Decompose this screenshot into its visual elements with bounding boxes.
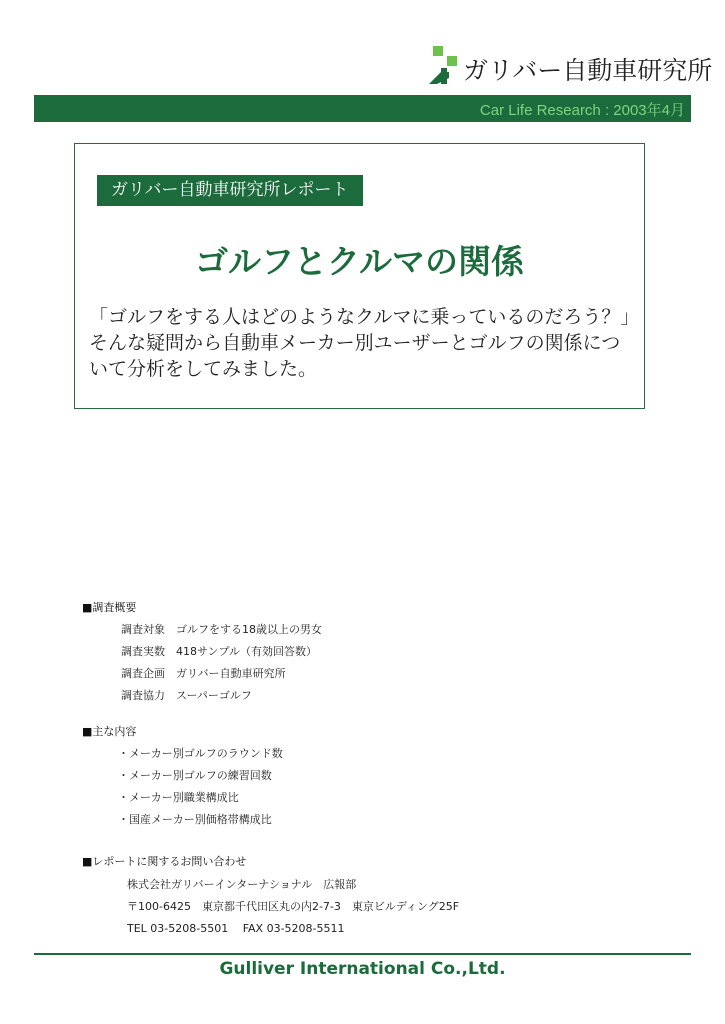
- report-label: ガリバー自動車研究所レポート: [97, 175, 363, 206]
- survey-item-key: 調査実数: [121, 645, 165, 658]
- footer-divider: [34, 953, 691, 955]
- survey-item-key: 調査協力: [121, 689, 165, 702]
- contact-address: 〒100-6425 東京都千代田区丸の内2-7-3 東京ビルディング25F: [127, 900, 460, 913]
- logo: [427, 44, 713, 88]
- survey-section: [82, 599, 136, 615]
- logo-text: ガリバー自動車研究所: [463, 56, 713, 85]
- contact-heading: ■レポートに関するお問い合わせ: [82, 855, 247, 868]
- survey-item: [121, 643, 317, 659]
- contents-item: ・メーカー別ゴルフのラウンド数: [118, 747, 283, 760]
- footer-company: Gulliver International Co.,Ltd.: [219, 959, 506, 979]
- contact-phone: TEL 03-5208-5501 FAX 03-5208-5511: [127, 922, 345, 935]
- survey-item-value: ガリバー自動車研究所: [176, 667, 286, 680]
- report-description: 「ゴルフをする人はどのようなクルマに乗っているのだろう？」そんな疑問から自動車メーカー別ユーザーとゴルフの関係について分析をしてみました。: [89, 306, 630, 380]
- survey-item: [121, 687, 252, 703]
- header-subtitle: Car Life Research : 2003年4月: [479, 102, 685, 119]
- logo-mark-icon: [427, 44, 461, 88]
- survey-item-value: スーパーゴルフ: [176, 689, 252, 702]
- header-bar: [34, 95, 691, 122]
- contents-item: ・国産メーカー別価格帯構成比: [118, 813, 272, 826]
- contents-heading: ■主な内容: [82, 725, 137, 738]
- contact-section: [82, 853, 246, 869]
- survey-item-value: 418サンプル（有効回答数）: [176, 645, 318, 658]
- survey-item-key: 調査対象: [121, 623, 165, 636]
- survey-item: [121, 621, 322, 637]
- survey-heading: ■調査概要: [82, 601, 137, 614]
- report-box: [74, 143, 645, 409]
- survey-item: [121, 665, 286, 681]
- contents-item: ・メーカー別職業構成比: [118, 791, 239, 804]
- contents-section: [82, 723, 136, 739]
- survey-item-value: ゴルフをする18歳以上の男女: [176, 623, 322, 636]
- survey-item-key: 調査企画: [121, 667, 165, 680]
- report-title: ゴルフとクルマの関係: [194, 242, 524, 281]
- contents-item: ・メーカー別ゴルフの練習回数: [118, 769, 272, 782]
- contact-company: 株式会社ガリバーインターナショナル 広報部: [127, 878, 357, 891]
